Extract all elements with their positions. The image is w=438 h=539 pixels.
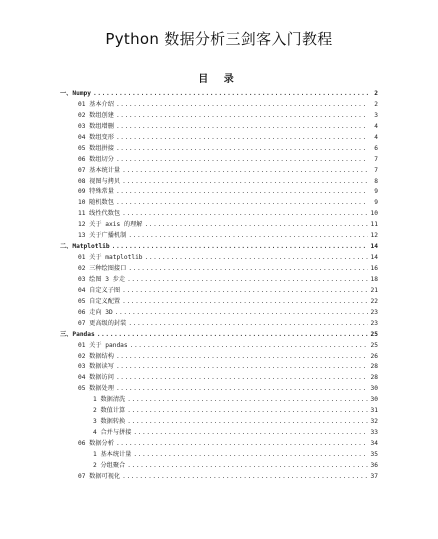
dot-leader bbox=[116, 111, 368, 122]
dot-leader bbox=[93, 89, 368, 100]
toc-entry[interactable] bbox=[60, 253, 378, 264]
toc-entry-label: 2 数值计算 bbox=[93, 407, 126, 415]
toc-entry[interactable] bbox=[60, 461, 378, 472]
toc-page-number: 11 bbox=[370, 221, 378, 229]
toc-entry-label: 06 数据分析 bbox=[78, 440, 114, 447]
dot-leader bbox=[145, 253, 368, 264]
toc-entry-label: 4 合并与拼接 bbox=[93, 429, 132, 437]
toc-entry[interactable] bbox=[60, 144, 378, 155]
dot-leader bbox=[116, 187, 368, 198]
toc-page-number: 32 bbox=[370, 418, 378, 426]
toc-page-number: 4 bbox=[374, 133, 378, 141]
toc-entry[interactable] bbox=[60, 417, 378, 428]
toc-page-number: 7 bbox=[374, 155, 378, 163]
toc-entry-label: 06 走向 3D bbox=[78, 308, 113, 316]
toc-section[interactable] bbox=[60, 330, 378, 341]
toc-page-number: 12 bbox=[370, 232, 378, 240]
toc-entry[interactable] bbox=[60, 297, 378, 308]
toc-entry[interactable] bbox=[60, 450, 378, 461]
toc-entry-label: 10 随机数包 bbox=[78, 199, 114, 207]
toc-entry-label: 02 数据结构 bbox=[78, 352, 114, 360]
toc-entry[interactable] bbox=[60, 166, 378, 177]
toc-entry[interactable] bbox=[60, 362, 378, 373]
toc-entry[interactable] bbox=[60, 472, 378, 483]
dot-leader bbox=[116, 133, 368, 144]
toc-entry[interactable] bbox=[60, 177, 378, 188]
toc-page-number: 21 bbox=[370, 286, 378, 294]
toc-entry[interactable] bbox=[60, 275, 378, 286]
toc-page-number: 9 bbox=[374, 188, 378, 196]
dot-leader bbox=[128, 264, 368, 275]
toc-entry[interactable] bbox=[60, 286, 378, 297]
toc-entry[interactable] bbox=[60, 111, 378, 122]
toc-entry-label: 1 数据清洗 bbox=[93, 396, 126, 404]
toc-page-number: 28 bbox=[370, 374, 378, 382]
toc-page-number: 23 bbox=[370, 319, 378, 327]
toc-page-number: 9 bbox=[374, 199, 378, 207]
toc-entry[interactable] bbox=[60, 100, 378, 111]
dot-leader bbox=[127, 275, 368, 286]
toc-page-number: 10 bbox=[370, 210, 378, 218]
toc-entry[interactable] bbox=[60, 406, 378, 417]
toc-entry[interactable] bbox=[60, 373, 378, 384]
dot-leader bbox=[116, 373, 368, 384]
toc-page-number: 28 bbox=[370, 363, 378, 371]
dot-leader bbox=[122, 166, 368, 177]
toc-page-number: 30 bbox=[370, 385, 378, 393]
dot-leader bbox=[116, 198, 368, 209]
toc-entry-label: 1 基本统计量 bbox=[93, 450, 132, 458]
toc-entry-label: 05 自定义配置 bbox=[78, 297, 121, 305]
toc-entry[interactable] bbox=[60, 209, 378, 220]
toc-entry[interactable] bbox=[60, 308, 378, 319]
toc-entry[interactable] bbox=[60, 319, 378, 330]
toc-page-number: 7 bbox=[374, 166, 378, 174]
dot-leader bbox=[116, 100, 368, 111]
dot-leader bbox=[127, 406, 368, 417]
toc-page-number: 4 bbox=[374, 122, 378, 130]
toc-entry-label: 04 自定义子图 bbox=[78, 286, 121, 294]
dot-leader bbox=[116, 352, 368, 363]
dot-leader bbox=[116, 122, 368, 133]
toc-page-number: 33 bbox=[370, 429, 378, 437]
toc-entry-label: 2 分组聚合 bbox=[93, 461, 126, 469]
toc-entry[interactable] bbox=[60, 220, 378, 231]
toc-entry-label: 04 数据访问 bbox=[78, 374, 114, 382]
toc-page-number: 31 bbox=[370, 407, 378, 415]
toc-page-number: 23 bbox=[370, 308, 378, 316]
dot-leader bbox=[122, 209, 368, 220]
toc-entry[interactable] bbox=[60, 122, 378, 133]
toc-entry-label: 06 数组切分 bbox=[78, 155, 114, 163]
toc-page-number: 34 bbox=[370, 440, 378, 447]
toc-entry[interactable] bbox=[60, 439, 378, 450]
toc-page-number: 37 bbox=[370, 472, 378, 480]
toc-page-number: 16 bbox=[370, 265, 378, 272]
dot-leader bbox=[116, 384, 368, 395]
toc-heading: 目 录 bbox=[198, 74, 240, 85]
toc-entry-label: 04 数组变形 bbox=[78, 133, 114, 141]
toc-page-number: 14 bbox=[370, 254, 378, 262]
dot-leader bbox=[122, 472, 368, 483]
toc-entry-label: 三、Pandas bbox=[60, 330, 95, 338]
toc-entry-label: 05 数组拼接 bbox=[78, 144, 114, 152]
dot-leader bbox=[127, 417, 368, 428]
toc-page-number: 30 bbox=[370, 396, 378, 404]
dot-leader bbox=[144, 220, 368, 231]
document-title: Python 数据分析三剑客入门教程 bbox=[105, 30, 333, 48]
dot-leader bbox=[122, 177, 368, 188]
toc-page-number: 25 bbox=[370, 341, 378, 349]
dot-leader bbox=[97, 330, 368, 341]
toc-entry-label: 09 特殊常量 bbox=[78, 188, 114, 196]
toc-entry-label: 01 基本介绍 bbox=[78, 100, 114, 108]
toc-page-number: 2 bbox=[374, 90, 378, 97]
dot-leader bbox=[130, 341, 368, 352]
toc-entry-label: 08 视图与拷贝 bbox=[78, 177, 121, 185]
dot-leader bbox=[122, 286, 368, 297]
dot-leader bbox=[116, 144, 368, 155]
dot-leader bbox=[133, 450, 368, 461]
toc-entry[interactable] bbox=[60, 155, 378, 166]
toc-entry[interactable] bbox=[60, 395, 378, 406]
toc-entry-label: 07 数据可视化 bbox=[78, 472, 121, 480]
dot-leader bbox=[112, 242, 368, 253]
dot-leader bbox=[116, 155, 368, 166]
toc-entry[interactable] bbox=[60, 428, 378, 439]
toc-page-number: 6 bbox=[374, 144, 378, 152]
toc-entry-label: 02 数组创建 bbox=[78, 111, 114, 119]
dot-leader bbox=[127, 461, 368, 472]
toc-entry[interactable] bbox=[60, 133, 378, 144]
toc-entry-label: 一、Numpy bbox=[60, 90, 92, 97]
toc-entry-label: 12 关于 axis 的理解 bbox=[78, 221, 143, 229]
toc-entry-label: 05 数据处理 bbox=[78, 385, 114, 393]
toc-page-number: 18 bbox=[370, 275, 378, 283]
toc-entry[interactable] bbox=[60, 231, 378, 242]
toc-page-number: 25 bbox=[370, 330, 378, 338]
toc-entry[interactable] bbox=[60, 341, 378, 352]
toc-page-number: 2 bbox=[374, 100, 378, 108]
toc-entry-label: 02 三种绘图接口 bbox=[78, 265, 127, 272]
toc-entry-label: 03 绘图 3 步走 bbox=[78, 275, 126, 283]
toc-entry-label: 07 基本统计量 bbox=[78, 166, 121, 174]
toc-page-number: 36 bbox=[370, 461, 378, 469]
toc-entry-label: 03 数组增删 bbox=[78, 122, 114, 130]
toc-entry-label: 13 关于广播机制 bbox=[78, 232, 127, 240]
toc-entry[interactable] bbox=[60, 352, 378, 363]
dot-leader bbox=[122, 297, 368, 308]
toc-section[interactable] bbox=[60, 89, 378, 100]
toc-entry-label: 11 线性代数包 bbox=[78, 210, 121, 218]
dot-leader bbox=[127, 395, 368, 406]
toc-entry[interactable] bbox=[60, 264, 378, 275]
toc-entry-label: 01 关于 matplotlib bbox=[78, 254, 143, 262]
toc-page-number: 3 bbox=[374, 111, 378, 119]
dot-leader bbox=[128, 319, 368, 330]
toc-page-number: 14 bbox=[370, 243, 378, 251]
dot-leader bbox=[128, 231, 368, 242]
toc-entry[interactable] bbox=[60, 384, 378, 395]
toc-entry[interactable] bbox=[60, 187, 378, 198]
dot-leader bbox=[116, 362, 368, 373]
toc-page-number: 8 bbox=[374, 177, 378, 185]
toc-page-number: 26 bbox=[370, 352, 378, 360]
dot-leader bbox=[133, 428, 368, 439]
dot-leader bbox=[116, 439, 368, 450]
toc-entry-label: 01 关于 pandas bbox=[78, 341, 128, 349]
table-of-contents bbox=[60, 89, 378, 483]
toc-entry-label: 03 数据读写 bbox=[78, 363, 114, 371]
dot-leader bbox=[115, 308, 368, 319]
toc-entry-label: 3 数据转换 bbox=[93, 418, 126, 426]
toc-entry-label: 07 更高级的封装 bbox=[78, 319, 127, 327]
toc-entry[interactable] bbox=[60, 198, 378, 209]
toc-page-number: 22 bbox=[370, 297, 378, 305]
toc-section[interactable] bbox=[60, 242, 378, 253]
toc-page-number: 35 bbox=[370, 450, 378, 458]
toc-entry-label: 二、Matplotlib bbox=[60, 243, 110, 251]
